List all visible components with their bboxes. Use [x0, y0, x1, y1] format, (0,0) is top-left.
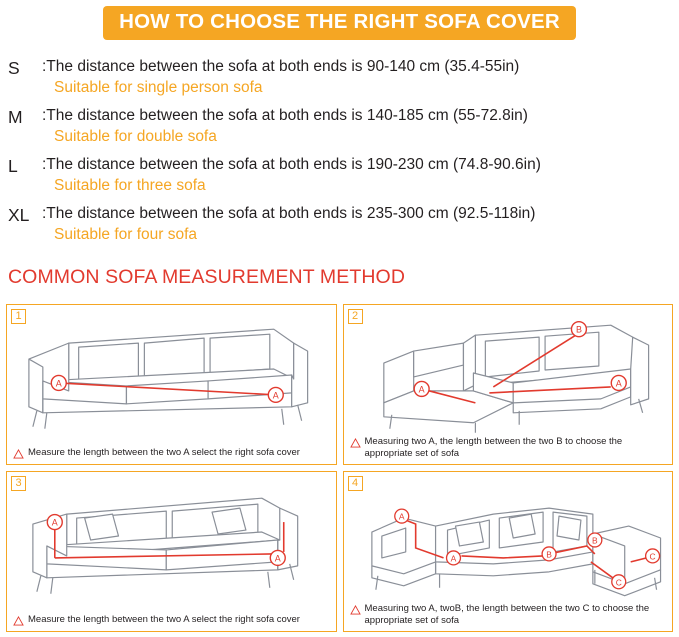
- size-key-xl: XL: [8, 205, 30, 225]
- measurement-panel-4: [343, 471, 674, 632]
- panel-number-4: 4: [348, 476, 363, 491]
- svg-text:A: A: [398, 511, 405, 522]
- measurement-method-grid: [6, 304, 673, 632]
- panel-caption-text-3: Measure the length between the two A select the right sofa cover: [28, 614, 300, 625]
- size-body-l: [42, 154, 671, 196]
- size-body-s: [42, 56, 671, 98]
- size-recommendation-xl: Suitable for four sofa: [54, 226, 198, 243]
- svg-text:A: A: [274, 553, 281, 564]
- size-recommendation-m: Suitable for double sofa: [54, 128, 217, 145]
- panel-caption-3: [13, 614, 330, 626]
- svg-text:A: A: [615, 378, 622, 389]
- size-row-s: [8, 56, 671, 98]
- panel-caption-text-1: Measure the length between the two A select the right sofa cover: [28, 447, 300, 458]
- warning-icon: [13, 616, 24, 626]
- section-title: COMMON SOFA MEASUREMENT METHOD: [8, 266, 405, 288]
- panel-number-1: 1: [11, 309, 26, 324]
- size-body-xl: [42, 203, 671, 245]
- warning-icon: [350, 438, 361, 448]
- svg-text:B: B: [591, 535, 598, 546]
- panel-caption-1: [13, 447, 330, 459]
- panel-number-2: 2: [348, 309, 363, 324]
- measurement-panel-2: [343, 304, 674, 465]
- svg-text:A: A: [418, 384, 425, 395]
- size-key-l: L: [8, 156, 18, 176]
- measurement-panel-3: [6, 471, 337, 632]
- svg-text:A: A: [51, 517, 58, 528]
- panel-caption-2: [350, 436, 667, 459]
- warning-icon: [350, 605, 361, 615]
- size-guide-list: [8, 56, 671, 252]
- panel-caption-text-2: Measuring two A, the length between the two B to choose the appropriate set of sofa: [364, 436, 623, 459]
- size-key-m: M: [8, 107, 23, 127]
- svg-text:A: A: [55, 378, 62, 389]
- measurement-panel-1: [6, 304, 337, 465]
- svg-text:B: B: [575, 324, 582, 335]
- size-row-xl: [8, 203, 671, 245]
- size-description-xl: :The distance between the sofa at both ends is 235-300 cm (92.5-118in): [42, 205, 536, 222]
- size-description-s: :The distance between the sofa at both ends is 90-140 cm (35.4-55in): [42, 58, 520, 75]
- page-title: HOW TO CHOOSE THE RIGHT SOFA COVER: [103, 6, 576, 40]
- size-recommendation-l: Suitable for three sofa: [54, 177, 206, 194]
- size-description-m: :The distance between the sofa at both ends is 140-185 cm (55-72.8in): [42, 107, 528, 124]
- svg-text:C: C: [649, 551, 656, 562]
- panel-caption-text-4: Measuring two A, twoB, the length between the two C to choose the appropriate set of sofa: [364, 603, 650, 626]
- two-seat-sofa-illustration: [7, 474, 336, 602]
- header-banner-wrapper: [0, 6, 679, 40]
- warning-icon: [13, 449, 24, 459]
- panel-number-3: 3: [11, 476, 26, 491]
- svg-text:B: B: [545, 549, 552, 560]
- size-description-l: :The distance between the sofa at both ends is 190-230 cm (74.8-90.6in): [42, 156, 541, 173]
- svg-text:A: A: [272, 390, 279, 401]
- three-seat-sofa-illustration: [7, 307, 336, 435]
- svg-text:A: A: [450, 553, 456, 564]
- l-shaped-sectional-illustration: [344, 307, 673, 435]
- size-key-s: S: [8, 58, 20, 78]
- size-row-l: [8, 154, 671, 196]
- modular-sectional-with-ottoman-illustration: [344, 474, 673, 602]
- svg-text:C: C: [615, 577, 622, 588]
- size-recommendation-s: Suitable for single person sofa: [54, 79, 263, 96]
- panel-caption-4: [350, 603, 667, 626]
- size-row-m: [8, 105, 671, 147]
- size-body-m: [42, 105, 671, 147]
